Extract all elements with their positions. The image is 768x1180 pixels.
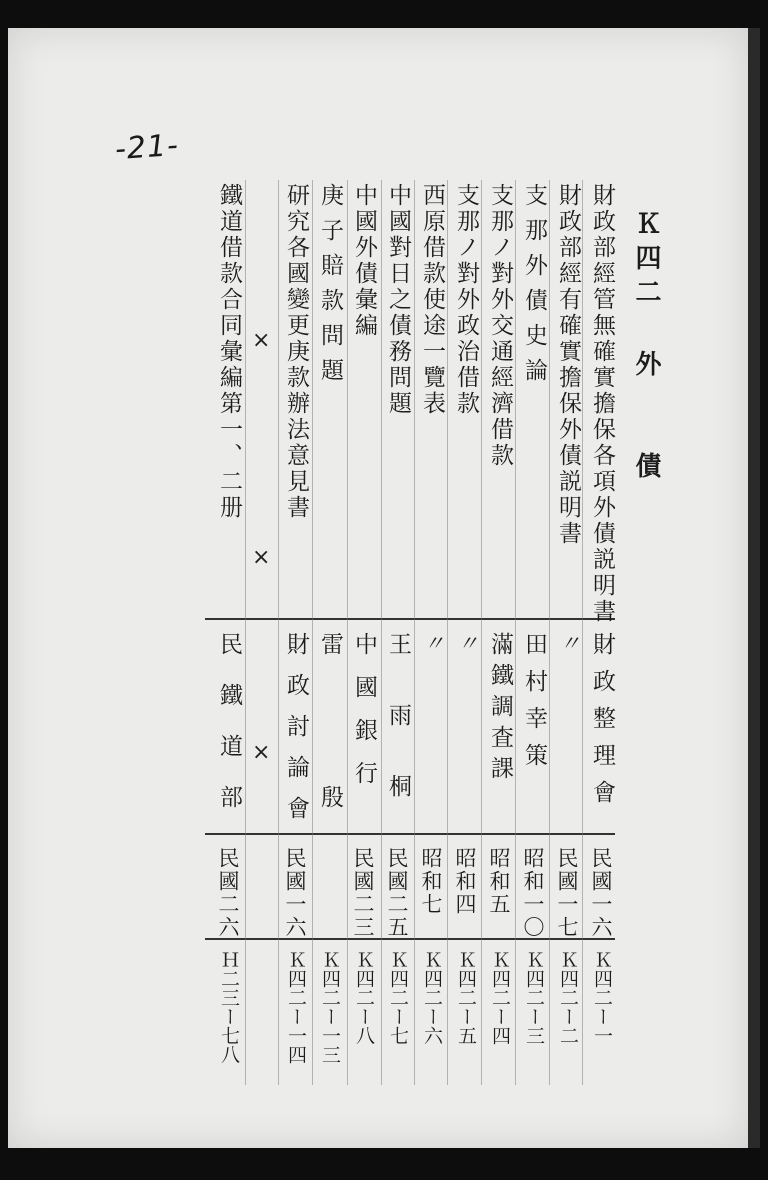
row-divider bbox=[481, 180, 482, 1085]
row-divider bbox=[549, 180, 550, 1085]
entry-title: 財政部經管無確實擔保各項外債説明書 bbox=[589, 183, 615, 625]
column-divider-lower bbox=[205, 938, 615, 940]
entry-date: 昭和五 bbox=[487, 847, 511, 916]
entry-title: 支那ノ對外政治借款 bbox=[453, 183, 479, 417]
entry-title: 庚子賠款問題 bbox=[317, 183, 343, 393]
entry-publisher: 中國銀行 bbox=[351, 632, 377, 804]
row-divider bbox=[414, 180, 415, 1085]
entry-date: 昭和四 bbox=[453, 847, 477, 916]
page-edge-shadow bbox=[748, 28, 760, 1148]
entry-title: 支那外債史論 bbox=[521, 183, 547, 393]
entry-code: Ｋ四二ー六 bbox=[421, 950, 443, 1045]
entry-publisher: 王雨桐 bbox=[385, 632, 411, 845]
entry-code: Ｋ四二ー三 bbox=[523, 950, 545, 1045]
entry-date: 昭和七 bbox=[419, 847, 443, 916]
entry-date: 民國一六 bbox=[589, 847, 613, 939]
row-divider bbox=[447, 180, 448, 1085]
entry-title: 支那ノ對外交通經濟借款 bbox=[487, 183, 513, 469]
entry-code: Ｋ四二ー一三 bbox=[319, 950, 341, 1064]
entry-date: 民國二五 bbox=[385, 847, 409, 939]
entry-code: Ｈ二三ー七八 bbox=[218, 950, 240, 1064]
entry-publisher: 滿鐵調査課 bbox=[487, 632, 513, 787]
entry-title: 鐵道借款合同彙編第一、二册 bbox=[216, 183, 242, 521]
row-divider bbox=[312, 180, 313, 1085]
entry-publisher: 〃 bbox=[421, 632, 445, 653]
row-divider bbox=[245, 180, 246, 1085]
entry-date: 民國二六 bbox=[216, 847, 240, 939]
entry-code: Ｋ四二ー五 bbox=[455, 950, 477, 1045]
entry-publisher: 財政討論會 bbox=[283, 632, 309, 837]
entry-title: 西原借款使途一覽表 bbox=[419, 183, 445, 417]
entry-code: Ｋ四二ー二 bbox=[557, 950, 579, 1045]
row-divider bbox=[347, 180, 348, 1085]
entry-date: 民國二三 bbox=[351, 847, 375, 939]
entry-publisher: 財政整理會 bbox=[589, 632, 615, 817]
entry-title: 研究各國變更庚款辦法意見書 bbox=[283, 183, 309, 521]
entry-date: 昭和一〇 bbox=[521, 847, 545, 939]
entry-title: 中國外債彙編 bbox=[351, 183, 377, 339]
entry-date: 民國一六 bbox=[283, 847, 307, 939]
cross-mark: × bbox=[252, 328, 271, 353]
entry-publisher: 田村幸策 bbox=[521, 632, 547, 780]
column-divider-top bbox=[205, 618, 615, 620]
entry-date: 民國一七 bbox=[555, 847, 579, 939]
section-heading: Ｋ四二 外 債 bbox=[631, 210, 661, 486]
document-page bbox=[8, 28, 748, 1148]
entry-code: Ｋ四二ー七 bbox=[387, 950, 409, 1045]
entry-publisher: 民鐵道部 bbox=[216, 632, 242, 836]
cross-mark: × bbox=[252, 740, 271, 765]
entry-publisher: 〃 bbox=[557, 632, 581, 653]
entry-code: Ｋ四二ー一四 bbox=[285, 950, 307, 1064]
entry-publisher: 雷殷 bbox=[317, 632, 343, 938]
row-divider bbox=[515, 180, 516, 1085]
row-divider bbox=[381, 180, 382, 1085]
entry-code: Ｋ四二ー四 bbox=[489, 950, 511, 1045]
row-divider bbox=[582, 180, 583, 1085]
entry-code: Ｋ四二ー八 bbox=[353, 950, 375, 1045]
cross-mark: × bbox=[252, 545, 271, 570]
handwritten-page-number: -21- bbox=[113, 127, 180, 168]
entry-code: Ｋ四二ー一 bbox=[591, 950, 613, 1045]
entry-publisher: 〃 bbox=[455, 632, 479, 653]
row-divider bbox=[278, 180, 279, 1085]
entry-title: 中國對日之債務問題 bbox=[385, 183, 411, 417]
entry-title: 財政部經有確實擔保外債説明書 bbox=[555, 183, 581, 547]
